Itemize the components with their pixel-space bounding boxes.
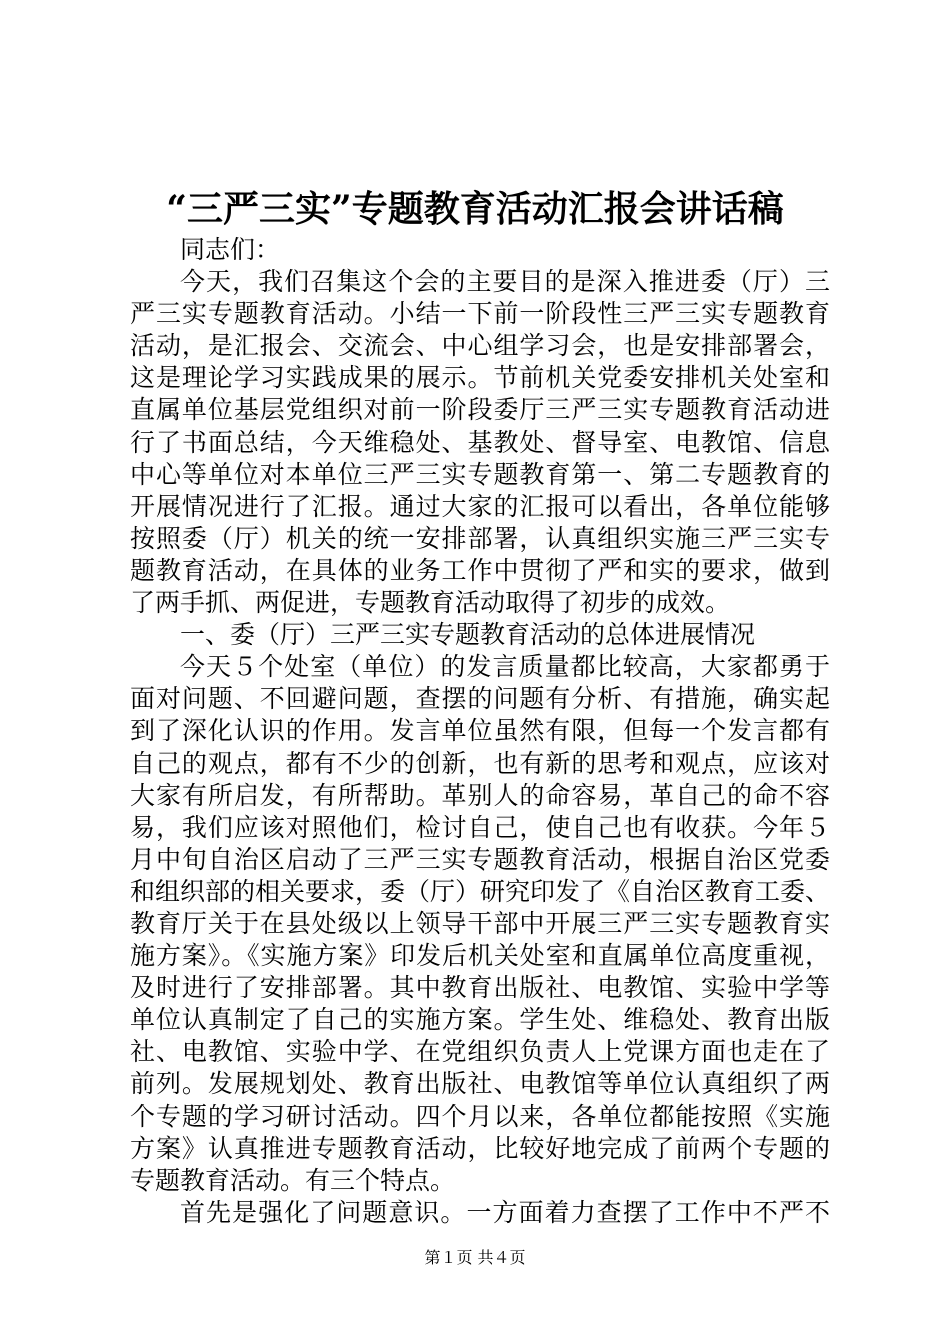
page-footer: 第１页 共４页 [424,1248,526,1267]
text-line: 首先是强化了问题意识。一方面着力查摆了工作中不严不 [180,1197,830,1227]
text-line: 开展情况进行了汇报。通过大家的汇报可以看出，各单位能够 [130,491,830,521]
text-line: 面对问题、不回避问题，查摆的问题有分析、有措施，确实起 [130,684,830,714]
text-line: 易，我们应该对照他们，检讨自己，使自己也有收获。今年５ [130,812,830,842]
text-line: 大家有所启发，有所帮助。革别人的命容易，革自己的命不容 [130,780,830,810]
text-line: 和组织部的相关要求，委（厅）研究印发了《自治区教育工委、 [130,876,831,906]
text-line: 这是理论学习实践成果的展示。节前机关党委安排机关处室和 [130,363,830,393]
text-line: 按照委（厅）机关的统一安排部署，认真组织实施三严三实专 [130,523,830,553]
text-line: 单位认真制定了自己的实施方案。学生处、维稳处、教育出版 [130,1005,830,1035]
text-line: 前列。发展规划处、教育出版社、电教馆等单位认真组织了两 [130,1069,830,1099]
text-line: 施方案》。《实施方案》印发后机关处室和直属单位高度重视， [130,941,830,971]
text-line: 月中旬自治区启动了三严三实专题教育活动，根据自治区党委 [130,844,830,874]
text-line: 专题教育活动。有三个特点。 [130,1165,456,1195]
text-line: 中心等单位对本单位三严三实专题教育第一、第二专题教育的 [130,459,830,489]
text-line: 同志们： [180,235,281,264]
text-line: 一、委（厅）三严三实专题教育活动的总体进展情况 [180,620,756,650]
text-line: 行了书面总结，今天维稳处、基教处、督导室、电教馆、信息 [130,427,830,457]
text-line: 题教育活动，在具体的业务工作中贯彻了严和实的要求，做到 [130,555,830,585]
text-line: 到了深化认识的作用。发言单位虽然有限，但每一个发言都有 [130,716,830,746]
document-title: “三严三实”专题教育活动汇报会讲话稿 [166,188,784,230]
text-line: 社、电教馆、实验中学、在党组织负责人上党课方面也走在了 [130,1037,830,1067]
text-line: 直属单位基层党组织对前一阶段委厅三严三实专题教育活动进 [130,395,830,425]
text-line: 教育厅关于在县处级以上领导干部中开展三严三实专题教育实 [130,908,830,938]
text-line: 自己的观点，都有不少的创新，也有新的思考和观点，应该对 [130,748,830,778]
text-line: 个专题的学习研讨活动。四个月以来，各单位都能按照《实施 [130,1101,830,1131]
text-line: 今天，我们召集这个会的主要目的是深入推进委（厅）三 [180,267,830,297]
document-body [130,234,830,1229]
text-line: 了两手抓、两促进，专题教育活动取得了初步的成效。 [130,588,731,618]
text-line: 方案》认真推进专题教育活动，比较好地完成了前两个专题的 [130,1133,830,1163]
text-line: 及时进行了安排部署。其中教育出版社、电教馆、实验中学等 [130,973,830,1003]
text-line: 严三实专题教育活动。小结一下前一阶段性三严三实专题教育 [130,299,830,329]
text-line: 活动，是汇报会、交流会、中心组学习会，也是安排部署会， [130,331,830,361]
text-line: 今天５个处室（单位）的发言质量都比较高，大家都勇于 [180,652,830,682]
